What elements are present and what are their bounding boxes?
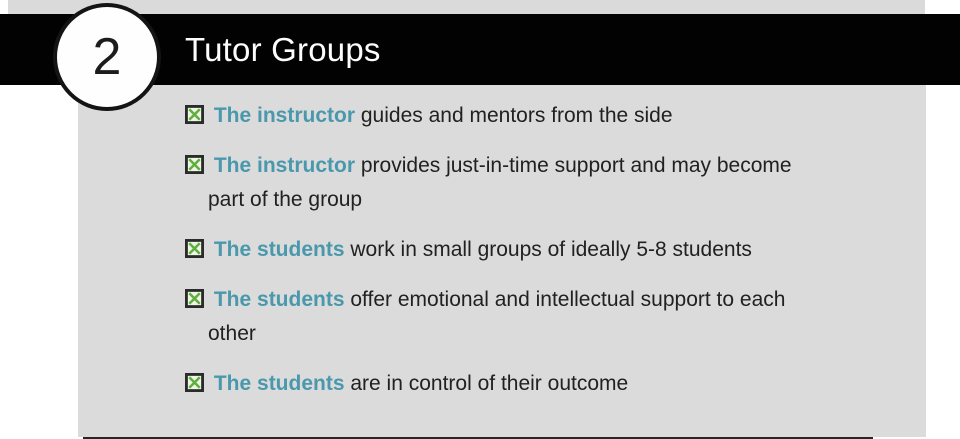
content-panel — [78, 85, 926, 437]
list-item — [185, 233, 833, 267]
checked-ballot-box-icon — [185, 289, 204, 308]
bullet-lead: The instructor — [213, 104, 356, 127]
checked-ballot-box-icon — [185, 373, 204, 392]
checked-ballot-box-icon — [185, 155, 204, 174]
bullet-text: work in small groups of ideally 5-8 students — [350, 238, 752, 261]
list-item — [185, 283, 833, 351]
bullet-lead: The instructor — [213, 154, 356, 177]
slide-number: 2 — [92, 28, 122, 86]
bullet-text: provides just-in-time support and may become part of the group — [208, 154, 792, 211]
list-item — [185, 149, 833, 217]
bullet-lead: The students — [213, 238, 345, 261]
slide-number-badge — [53, 3, 161, 111]
top-strip — [8, 0, 925, 14]
checked-ballot-box-icon — [185, 239, 204, 258]
bullet-lead: The students — [213, 372, 345, 395]
slide-title: Tutor Groups — [185, 30, 381, 68]
bullet-text: offer emotional and intellectual support to each other — [208, 288, 786, 345]
bullet-lead: The students — [213, 288, 345, 311]
checked-ballot-box-icon — [185, 105, 204, 124]
list-item — [185, 367, 833, 401]
bullet-text: guides and mentors from the side — [360, 104, 673, 127]
list-item — [185, 99, 833, 133]
bullet-list — [185, 99, 833, 401]
bullet-text: are in control of their outcome — [350, 372, 629, 395]
